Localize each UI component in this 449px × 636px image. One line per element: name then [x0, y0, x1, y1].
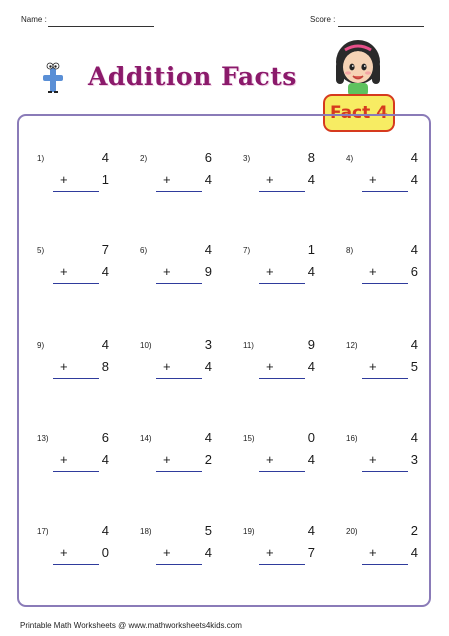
problem-bottom-addend: 4: [204, 359, 212, 374]
problem-number: 8): [346, 246, 354, 255]
problem-item: [243, 430, 343, 490]
problem-item: [140, 337, 240, 397]
problem-item: [37, 430, 137, 490]
score-label: Score :: [310, 15, 336, 24]
plus-sign: +: [163, 264, 171, 279]
answer-line[interactable]: [53, 564, 99, 565]
problem-number: 13): [37, 434, 49, 443]
plus-sign: +: [60, 264, 68, 279]
problem-bottom-addend: 4: [410, 545, 418, 560]
problem-number: 3): [243, 154, 251, 163]
footer: [20, 621, 242, 630]
plus-sign: +: [60, 172, 68, 187]
problem-number: 17): [37, 527, 49, 536]
problem-item: [243, 337, 343, 397]
problem-number: 6): [140, 246, 148, 255]
problem-bottom-addend: 5: [410, 359, 418, 374]
problem-top-addend: 3: [204, 337, 212, 352]
problem-top-addend: 9: [307, 337, 315, 352]
problem-item: [346, 150, 446, 210]
answer-line[interactable]: [53, 283, 99, 284]
plus-sign: +: [266, 545, 274, 560]
plus-sign: +: [60, 545, 68, 560]
problem-bottom-addend: 9: [204, 264, 212, 279]
girl-character-icon: [332, 36, 384, 96]
problem-item: [243, 523, 343, 583]
problem-number: 1): [37, 154, 45, 163]
problem-top-addend: 4: [204, 430, 212, 445]
problem-top-addend: 6: [101, 430, 109, 445]
problem-number: 15): [243, 434, 255, 443]
problem-number: 2): [140, 154, 148, 163]
plus-sign: +: [60, 359, 68, 374]
answer-line[interactable]: [259, 378, 305, 379]
problem-bottom-addend: 2: [204, 452, 212, 467]
answer-line[interactable]: [156, 283, 202, 284]
problem-item: [37, 242, 137, 302]
plus-sign: +: [163, 359, 171, 374]
problem-number: 19): [243, 527, 255, 536]
problem-number: 7): [243, 246, 251, 255]
problem-top-addend: 7: [101, 242, 109, 257]
answer-line[interactable]: [156, 378, 202, 379]
problem-top-addend: 4: [410, 430, 418, 445]
problem-bottom-addend: 4: [204, 172, 212, 187]
plus-character-icon: [42, 62, 64, 94]
plus-sign: +: [369, 359, 377, 374]
problem-top-addend: 8: [307, 150, 315, 165]
answer-line[interactable]: [259, 564, 305, 565]
problem-item: [140, 430, 240, 490]
problem-bottom-addend: 6: [410, 264, 418, 279]
problem-bottom-addend: 0: [101, 545, 109, 560]
plus-sign: +: [60, 452, 68, 467]
problem-bottom-addend: 4: [101, 452, 109, 467]
name-label: Name :: [21, 15, 47, 24]
problem-bottom-addend: 8: [101, 359, 109, 374]
problem-item: [346, 242, 446, 302]
problem-bottom-addend: 7: [307, 545, 315, 560]
answer-line[interactable]: [259, 471, 305, 472]
problem-bottom-addend: 4: [307, 172, 315, 187]
plus-sign: +: [266, 172, 274, 187]
fact-badge: Fact 4: [323, 94, 395, 132]
problem-number: 5): [37, 246, 45, 255]
problem-bottom-addend: 3: [410, 452, 418, 467]
problem-item: [140, 150, 240, 210]
plus-sign: +: [163, 452, 171, 467]
problem-bottom-addend: 1: [101, 172, 109, 187]
problem-top-addend: 5: [204, 523, 212, 538]
problem-top-addend: 4: [101, 337, 109, 352]
plus-sign: +: [163, 172, 171, 187]
plus-sign: +: [369, 172, 377, 187]
problem-top-addend: 4: [204, 242, 212, 257]
answer-line[interactable]: [362, 191, 408, 192]
problem-top-addend: 6: [204, 150, 212, 165]
answer-line[interactable]: [259, 283, 305, 284]
answer-line[interactable]: [53, 471, 99, 472]
problem-number: 9): [37, 341, 45, 350]
footer-site-link[interactable]: www.mathworksheets4kids.com: [128, 621, 242, 630]
problem-top-addend: 0: [307, 430, 315, 445]
answer-line[interactable]: [362, 564, 408, 565]
problem-item: [346, 430, 446, 490]
problem-item: [346, 523, 446, 583]
plus-sign: +: [266, 452, 274, 467]
problem-top-addend: 1: [307, 242, 315, 257]
problem-number: 10): [140, 341, 152, 350]
problem-top-addend: 4: [101, 523, 109, 538]
plus-sign: +: [369, 452, 377, 467]
answer-line[interactable]: [156, 564, 202, 565]
problem-top-addend: 4: [307, 523, 315, 538]
worksheet-title: Addition Facts: [88, 62, 297, 91]
problem-number: 4): [346, 154, 354, 163]
problem-bottom-addend: 4: [307, 359, 315, 374]
problem-item: [243, 150, 343, 210]
problem-number: 14): [140, 434, 152, 443]
plus-sign: +: [369, 545, 377, 560]
problem-bottom-addend: 4: [307, 452, 315, 467]
problem-number: 11): [243, 341, 254, 350]
problem-top-addend: 2: [410, 523, 418, 538]
problem-item: [346, 337, 446, 397]
problem-item: [140, 242, 240, 302]
answer-line[interactable]: [362, 283, 408, 284]
problem-bottom-addend: 4: [204, 545, 212, 560]
score-line[interactable]: [338, 26, 424, 27]
problem-item: [140, 523, 240, 583]
answer-line[interactable]: [362, 378, 408, 379]
answer-line[interactable]: [259, 191, 305, 192]
problem-number: 12): [346, 341, 358, 350]
problem-item: [37, 150, 137, 210]
problem-item: [37, 523, 137, 583]
problem-top-addend: 4: [410, 150, 418, 165]
answer-line[interactable]: [156, 471, 202, 472]
problem-item: [37, 337, 137, 397]
plus-sign: +: [266, 359, 274, 374]
problem-number: 16): [346, 434, 358, 443]
problem-number: 18): [140, 527, 152, 536]
problem-top-addend: 4: [101, 150, 109, 165]
answer-line[interactable]: [156, 191, 202, 192]
name-line[interactable]: [48, 26, 154, 27]
plus-sign: +: [163, 545, 171, 560]
plus-sign: +: [266, 264, 274, 279]
problem-number: 20): [346, 527, 358, 536]
plus-sign: +: [369, 264, 377, 279]
problem-top-addend: 4: [410, 242, 418, 257]
answer-line[interactable]: [53, 191, 99, 192]
footer-label: Printable Math Worksheets @: [20, 621, 127, 630]
problem-bottom-addend: 4: [410, 172, 418, 187]
problem-item: [243, 242, 343, 302]
answer-line[interactable]: [362, 471, 408, 472]
answer-line[interactable]: [53, 378, 99, 379]
problem-top-addend: 4: [410, 337, 418, 352]
problem-bottom-addend: 4: [101, 264, 109, 279]
problem-bottom-addend: 4: [307, 264, 315, 279]
